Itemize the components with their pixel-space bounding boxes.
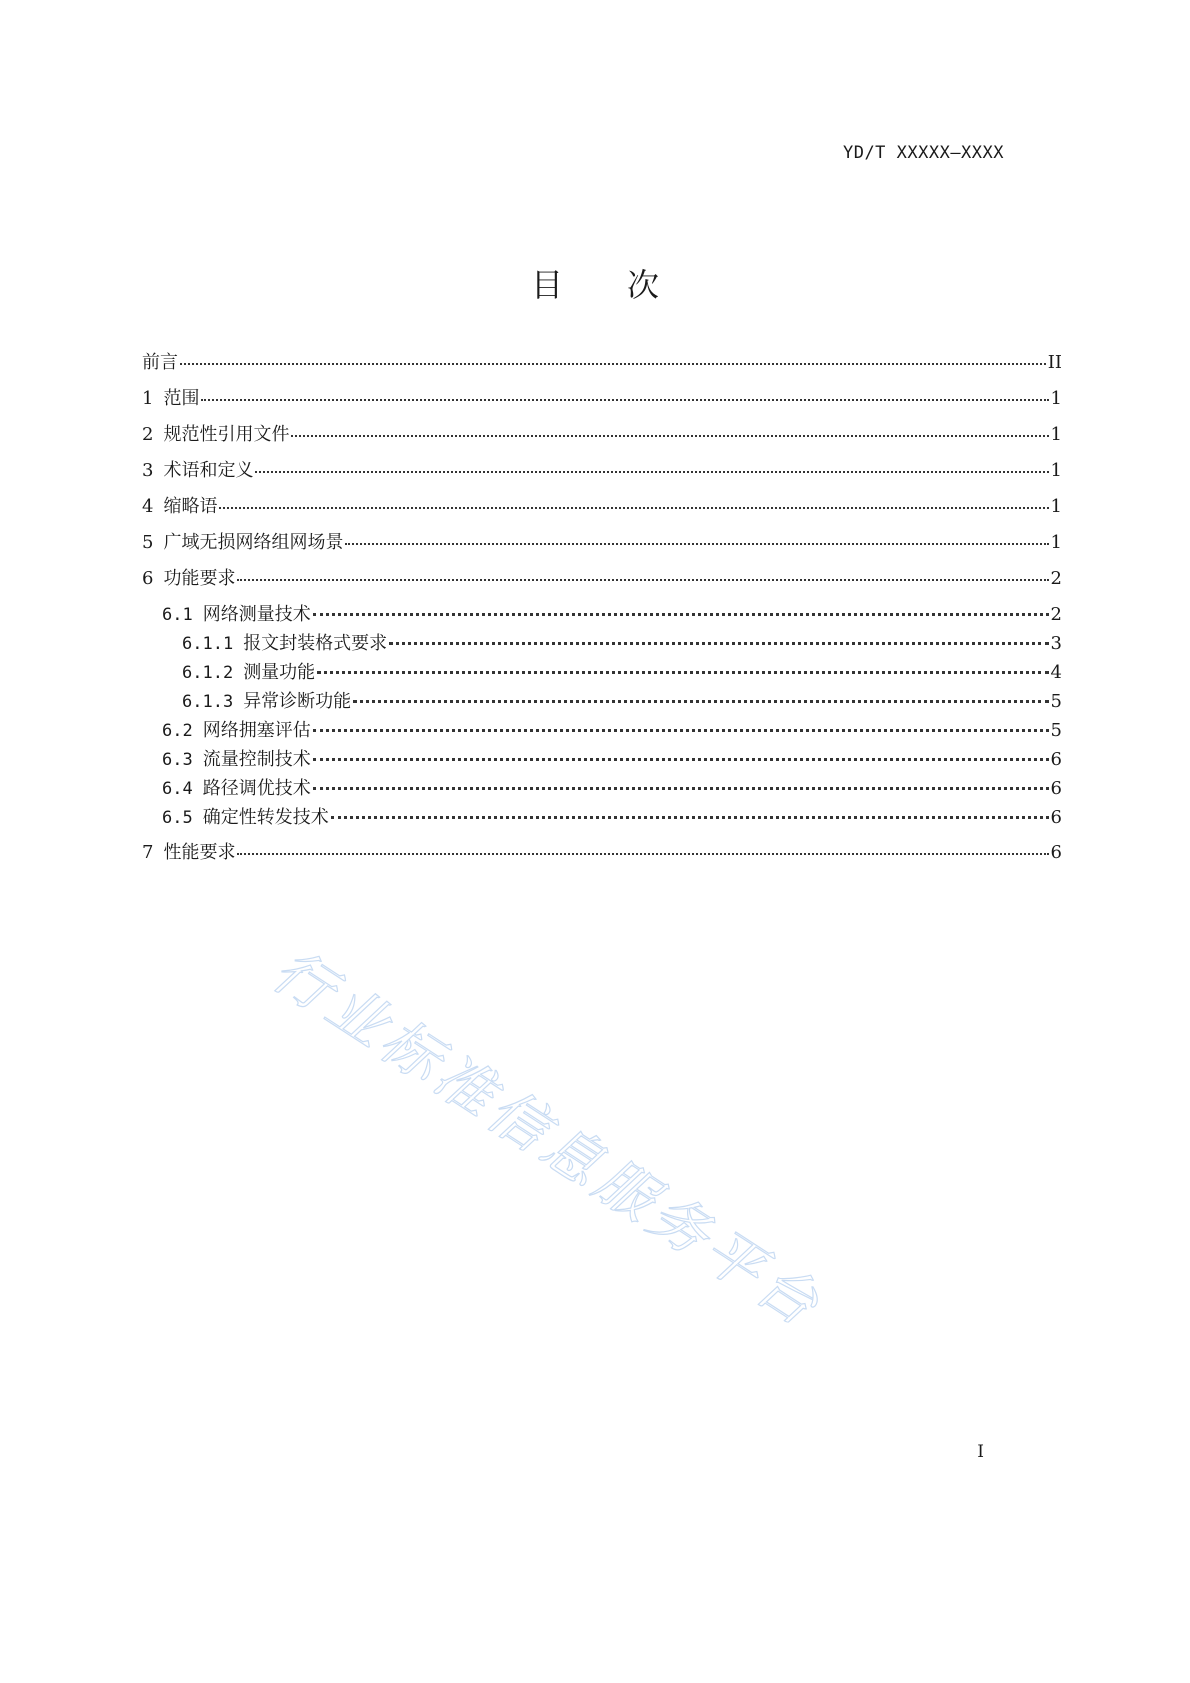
toc-entry-number: 6.1.1 xyxy=(182,634,234,654)
leader-dots xyxy=(313,776,1049,794)
toc-entry-page: II xyxy=(1047,352,1062,373)
toc-entry-title: 报文封装格式要求 xyxy=(243,633,388,654)
toc-entry-page: 5 xyxy=(1050,720,1062,741)
toc-entry-number: 4 xyxy=(142,496,154,517)
toc-entry-page: 5 xyxy=(1050,691,1062,712)
toc-entry-page: 1 xyxy=(1050,388,1062,409)
toc-entry-title: 广域无损网络组网场景 xyxy=(163,532,344,553)
toc-entry-page: 6 xyxy=(1050,842,1062,863)
toc-entry-6-1[interactable] xyxy=(162,600,1062,626)
leader-dots xyxy=(353,689,1048,707)
toc-title-first: 目 xyxy=(530,266,563,304)
toc-entry-number: 6.2 xyxy=(162,721,193,741)
toc-entry-page: 3 xyxy=(1050,633,1062,654)
leader-dots xyxy=(291,422,1048,440)
toc-entry-7[interactable] xyxy=(142,838,1062,864)
toc-entry-number: 6.1.2 xyxy=(182,663,234,683)
leader-dots xyxy=(255,458,1048,476)
toc-entry-6-1-3[interactable] xyxy=(182,687,1062,713)
watermark: 行业标准信息服务平台 xyxy=(260,935,835,1342)
toc-entry-6-2[interactable] xyxy=(162,716,1062,742)
leader-dots xyxy=(237,566,1048,584)
toc-entry-page: 1 xyxy=(1050,460,1062,481)
toc-entry-page: 1 xyxy=(1050,496,1062,517)
toc-entry-page: 6 xyxy=(1050,749,1062,770)
toc-entry-6-1-2[interactable] xyxy=(182,658,1062,684)
toc-entry-number: 6 xyxy=(142,568,154,589)
toc-entry-5[interactable] xyxy=(142,528,1062,554)
toc-entry-6-3[interactable] xyxy=(162,745,1062,771)
toc-entry-number: 1 xyxy=(142,388,154,409)
leader-dots xyxy=(317,660,1048,678)
toc-entry-title: 性能要求 xyxy=(163,842,236,863)
leader-dots xyxy=(389,631,1048,649)
toc-entry-title: 网络测量技术 xyxy=(202,604,311,625)
toc-entry-number: 6.1 xyxy=(162,605,193,625)
toc-entry-number: 6.5 xyxy=(162,808,193,828)
toc-title xyxy=(0,260,1190,306)
toc-entry-title: 测量功能 xyxy=(243,662,316,683)
toc-entry-title: 异常诊断功能 xyxy=(243,691,352,712)
toc-entry-title: 流量控制技术 xyxy=(202,749,311,770)
page-number: I xyxy=(977,1442,984,1462)
toc-entry-6-1-1[interactable] xyxy=(182,629,1062,655)
toc-entry-title: 确定性转发技术 xyxy=(202,807,329,828)
toc-entry-number: 5 xyxy=(142,532,154,553)
toc-entry-number: 3 xyxy=(142,460,154,481)
toc-entry-page: 1 xyxy=(1050,532,1062,553)
toc-entry-6-4[interactable] xyxy=(162,774,1062,800)
toc-entry-title: 前言 xyxy=(142,352,178,373)
toc-entry-title: 功能要求 xyxy=(163,568,236,589)
toc-entry-6-5[interactable] xyxy=(162,803,1062,829)
toc-entry-number: 6.1.3 xyxy=(182,692,234,712)
leader-dots xyxy=(201,386,1048,404)
toc-entry-title: 网络拥塞评估 xyxy=(202,720,311,741)
leader-dots xyxy=(345,530,1048,548)
toc-entry-page: 1 xyxy=(1050,424,1062,445)
toc-entry-page: 4 xyxy=(1050,662,1062,683)
toc-entry-4[interactable] xyxy=(142,492,1062,518)
toc-entry-title: 范围 xyxy=(163,388,200,409)
leader-dots xyxy=(331,805,1049,823)
toc-title-second: 次 xyxy=(627,266,660,304)
leader-dots xyxy=(313,602,1049,620)
toc-entry-page: 6 xyxy=(1050,778,1062,799)
leader-dots xyxy=(237,840,1048,858)
toc-entry-page: 2 xyxy=(1050,604,1062,625)
toc-entry-page: 6 xyxy=(1050,807,1062,828)
leader-dots xyxy=(180,350,1046,368)
toc-entry-title: 路径调优技术 xyxy=(202,778,311,799)
toc-entry-number: 7 xyxy=(142,842,154,863)
toc-entry-number: 2 xyxy=(142,424,154,445)
toc-entry-3[interactable] xyxy=(142,456,1062,482)
leader-dots xyxy=(313,747,1049,765)
leader-dots xyxy=(219,494,1048,512)
leader-dots xyxy=(313,718,1049,736)
toc-entry-foreword[interactable] xyxy=(142,348,1062,374)
toc-entry-title: 规范性引用文件 xyxy=(163,424,290,445)
document-code: YD/T XXXXX—XXXX xyxy=(842,143,1004,163)
toc-entry-title: 缩略语 xyxy=(163,496,218,517)
toc-entry-1[interactable] xyxy=(142,384,1062,410)
toc-entry-6[interactable] xyxy=(142,564,1062,590)
toc-entry-page: 2 xyxy=(1050,568,1062,589)
toc-entry-number: 6.3 xyxy=(162,750,193,770)
toc-entry-title: 术语和定义 xyxy=(163,460,254,481)
toc-entry-2[interactable] xyxy=(142,420,1062,446)
toc-entry-number: 6.4 xyxy=(162,779,193,799)
